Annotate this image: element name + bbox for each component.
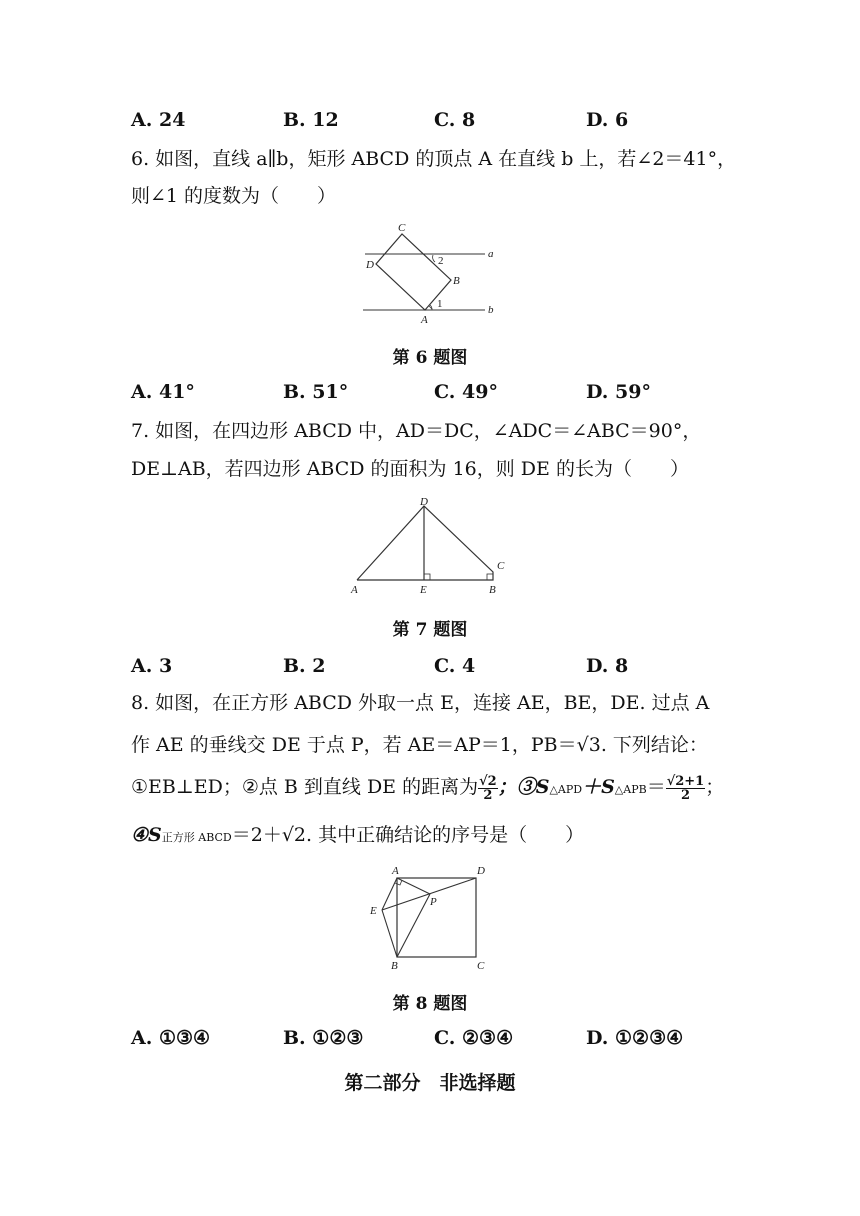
fig8-label-d: D — [477, 865, 485, 877]
square-abcd — [397, 878, 476, 957]
q5-option-a: A. 24 — [131, 109, 186, 131]
fig6-label-b: B — [453, 275, 460, 287]
section-title: 第二部分 非选择题 — [344, 1072, 516, 1094]
q8-stem-line2: 作 AE 的垂线交 DE 于点 P，若 AE＝AP＝1，PB＝√3. 下列结论： — [131, 734, 708, 756]
sub-apd: △APD — [549, 783, 583, 796]
q7-caption: 第 7 题图 — [392, 620, 468, 640]
q8-option-c: C. ②③④ — [434, 1027, 514, 1049]
fig6-label-d: D — [366, 259, 374, 271]
fraction-sqrt2plus1-over-2: $\frac{√2+1}{2}$ — [666, 773, 705, 803]
sub-apb: △APB — [614, 783, 647, 796]
sub-square-abcd: 正方形 ABCD — [161, 831, 232, 844]
q6-option-c: C. 49° — [434, 381, 498, 403]
q8-stem-line1: 8. 如图，在正方形 ABCD 外取一点 E，连接 AE，BE，DE. 过点 A — [131, 692, 710, 714]
fig6-label-line-a: a — [488, 248, 494, 260]
fig6-label-2: 2 — [438, 255, 444, 267]
q5-option-c: C. 8 — [434, 109, 476, 131]
q8-option-b: B. ①②③ — [283, 1027, 364, 1049]
q8-line3-part-b: ；③S — [497, 776, 550, 798]
fig8-label-a: A — [392, 865, 399, 877]
q6-option-a: A. 41° — [131, 381, 195, 403]
fig6-label-a-point: A — [421, 314, 428, 326]
q8-line3-part-c: ＋S — [582, 776, 615, 798]
q6-stem-line1: 6. 如图，直线 a∥b，矩形 ABCD 的顶点 A 在直线 b 上，若∠2＝41°， — [131, 148, 737, 170]
q6-caption: 第 6 题图 — [392, 348, 468, 368]
fraction-sqrt2-over-2: $\frac{√2}{2}$ — [479, 773, 497, 803]
fig6-label-line-b: b — [488, 304, 494, 316]
fig7-label-d: D — [420, 496, 428, 508]
q7-stem-line2: DE⊥AB，若四边形 ABCD 的面积为 16，则 DE 的长为（ ） — [131, 458, 689, 480]
q5-option-b: B. 12 — [283, 109, 339, 131]
q6-option-d: D. 59° — [586, 381, 651, 403]
q7-option-c: C. 4 — [434, 655, 476, 677]
q8-line4-part-b: ＝2＋√2. 其中正确结论的序号是（ ） — [231, 824, 585, 846]
fig6-label-c: C — [398, 222, 406, 234]
q7-option-a: A. 3 — [131, 655, 173, 677]
fig7-label-a: A — [351, 584, 358, 596]
q6-stem-line2: 则∠1 的度数为（ ） — [131, 185, 337, 207]
q6-figure — [355, 218, 505, 328]
q8-stem-line4 — [131, 826, 584, 845]
fig7-label-e: E — [420, 584, 427, 596]
q8-option-a: A. ①③④ — [131, 1027, 211, 1049]
fig8-label-b: B — [391, 960, 398, 972]
q8-line3-part-a: ①EB⊥ED；②点 B 到直线 DE 的距离为 — [131, 776, 479, 798]
q6-option-b: B. 51° — [283, 381, 349, 403]
fig8-label-c: C — [477, 960, 485, 972]
q7-option-d: D. 8 — [586, 655, 629, 677]
q8-stem-line3 — [131, 774, 724, 803]
fig7-label-b: B — [489, 584, 496, 596]
q8-line3-part-e: ； — [705, 776, 725, 798]
q7-option-b: B. 2 — [283, 655, 326, 677]
fig7-label-c: C — [497, 560, 505, 572]
segment-be — [382, 910, 397, 957]
q8-figure — [365, 860, 495, 975]
q8-caption: 第 8 题图 — [392, 994, 468, 1014]
q7-figure — [345, 495, 520, 600]
q8-line3-part-d: ＝ — [646, 776, 666, 798]
quadrilateral-abcd — [357, 506, 493, 580]
fig6-label-1: 1 — [437, 298, 443, 310]
q5-option-d: D. 6 — [586, 109, 629, 131]
fig8-label-p: P — [430, 896, 437, 908]
q8-option-d: D. ①②③④ — [586, 1027, 684, 1049]
q8-line4-part-a: ④S — [131, 824, 162, 846]
q7-stem-line1: 7. 如图，在四边形 ABCD 中，AD＝DC，∠ADC＝∠ABC＝90°， — [131, 420, 702, 442]
fig8-label-e: E — [370, 905, 377, 917]
